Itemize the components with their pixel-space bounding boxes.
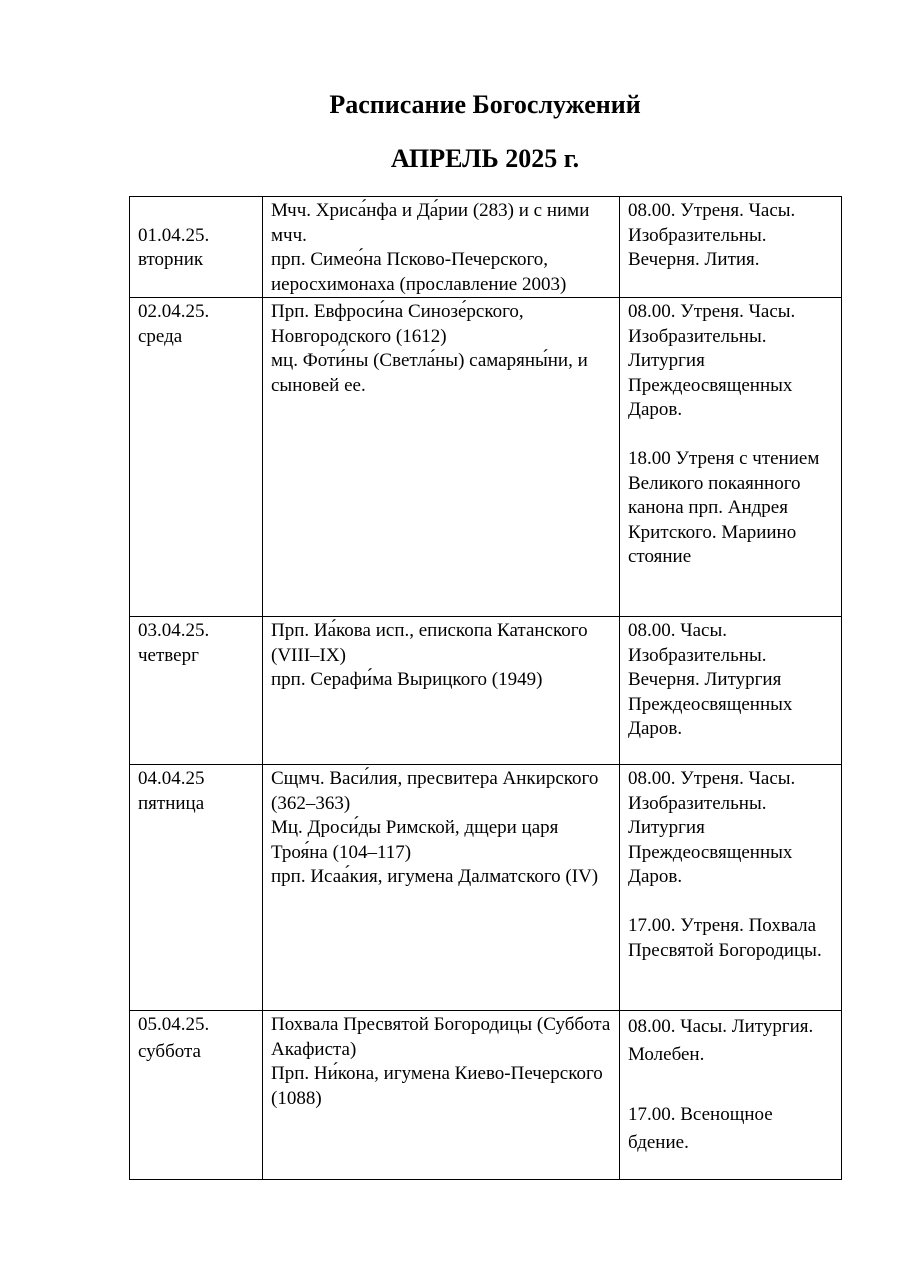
table-row <box>130 617 842 765</box>
date-cell <box>130 765 263 1011</box>
saints-cell <box>263 765 620 1011</box>
service-entry: 18.00 Утреня с чтением Великого покаянного канона прп. Андрея Критского. Мариино стояние <box>628 448 820 567</box>
service-entry: 08.00. Утреня. Часы. Изобразительны. Литургия Преждеосвященных Даров. <box>628 768 796 887</box>
weekday-value: суббота <box>138 1040 201 1062</box>
saint-entry: Прп. Евфроси́на Синозе́рского, Новгородского (1612) <box>271 301 524 347</box>
date-cell <box>130 617 263 765</box>
weekday-value: пятница <box>138 792 205 814</box>
date-value: 01.04.25. <box>138 224 210 246</box>
saints-cell <box>263 617 620 765</box>
date-value: 04.04.25 <box>138 768 205 789</box>
date-cell <box>130 197 263 298</box>
table-row <box>130 765 842 1011</box>
date-cell <box>130 1011 263 1180</box>
weekday-value: четверг <box>138 644 199 666</box>
weekday-value: вторник <box>138 249 204 270</box>
saint-entry: Мц. Дроси́ды Римской, дщери царя Троя́на (104–117) <box>271 817 559 863</box>
date-cell <box>130 298 263 617</box>
services-cell <box>620 298 842 617</box>
saints-cell <box>263 197 620 298</box>
saint-entry: мц. Фоти́ны (Светла́ны) самаряны́ни, и сыновей ее. <box>271 350 588 396</box>
service-entry: 17.00. Всенощное бдение. <box>628 1104 773 1153</box>
service-entry: 08.00. Часы. Литургия. Молебен. <box>628 1016 814 1065</box>
date-value: 02.04.25. <box>138 301 210 322</box>
table-row <box>130 197 842 298</box>
saints-cell <box>263 298 620 617</box>
services-cell <box>620 765 842 1011</box>
table-row <box>130 298 842 617</box>
saint-entry: Похвала Пресвятой Богородицы (Суббота Акафиста) <box>271 1014 611 1060</box>
services-cell <box>620 197 842 298</box>
service-entry: 08.00. Часы. Изобразительны. Вечерня. Литургия Преждеосвященных Даров. <box>628 620 793 739</box>
month-title: АПРЕЛЬ 2025 г. <box>390 144 580 173</box>
service-entry: 17.00. Утреня. Похвала Пресвятой Богородицы. <box>628 915 822 961</box>
saint-entry: Мчч. Хриса́нфа и Да́рии (283) и с ними мчч. <box>271 200 590 246</box>
service-entry: 08.00. Утреня. Часы. Изобразительны. Литургия Преждеосвященных Даров. <box>628 301 796 420</box>
saint-entry: Прп. Иа́кова исп., епископа Катанского (VIII–IX) <box>271 620 588 666</box>
weekday-value: среда <box>138 325 183 347</box>
saints-cell <box>263 1011 620 1180</box>
saint-entry: прп. Исаа́кия, игумена Далматского (IV) <box>271 866 599 887</box>
page-title: Расписание Богослужений <box>329 90 641 119</box>
table-row <box>130 1011 842 1180</box>
date-value: 03.04.25. <box>138 620 210 641</box>
services-cell <box>620 617 842 765</box>
saint-entry: прп. Серафи́ма Вырицкого (1949) <box>271 669 543 690</box>
services-cell <box>620 1011 842 1180</box>
saint-entry: Прп. Ни́кона, игумена Киево-Печерского (1088) <box>271 1063 603 1109</box>
date-value: 05.04.25. <box>138 1014 210 1035</box>
saint-entry: Сщмч. Васи́лия, пресвитера Анкирского (362–363) <box>271 768 599 814</box>
saint-entry: прп. Симео́на Псково-Печерского, иеросхимонаха (прославление 2003) <box>271 249 567 295</box>
schedule-table <box>129 196 842 1180</box>
service-entry: 08.00. Утреня. Часы. Изобразительны. Вечерня. Лития. <box>628 200 796 270</box>
